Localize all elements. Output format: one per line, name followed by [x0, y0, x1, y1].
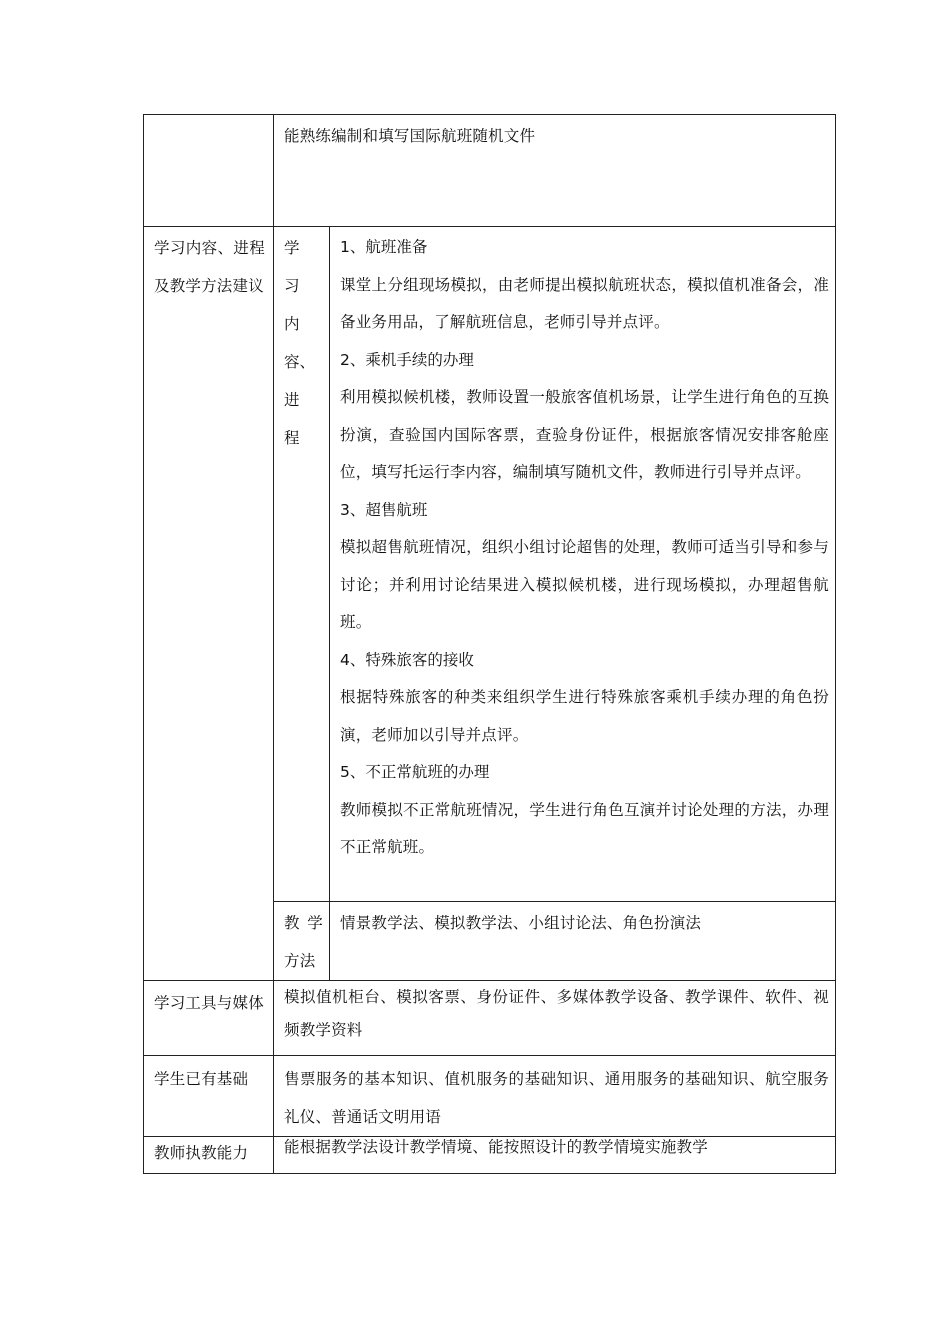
- method-label: 教 学 方法: [284, 914, 323, 970]
- tools-label: 学习工具与媒体: [154, 994, 264, 1012]
- content-label-char: 内: [284, 315, 300, 333]
- section-text: 利用模拟候机楼，教师设置一般旅客值机场景，让学生进行角色的互换扮演，查验国内国际客票，查验身份证件，根据旅客情况安排客舱座位，填写托运行李内容，编制填写随机文件，教师进行引导并点评。: [340, 388, 830, 481]
- objective-row: [144, 115, 836, 227]
- section-text: 教师模拟不正常航班情况，学生进行角色互演并讨论处理的方法，办理不正常航班。: [340, 800, 830, 856]
- learning-label-cell: [144, 227, 274, 981]
- content-label-char: 程: [284, 429, 300, 447]
- teaching-plan-table: [143, 114, 836, 1174]
- content-label-char: 习: [284, 277, 300, 295]
- basis-label: 学生已有基础: [154, 1070, 249, 1088]
- basis-text: 售票服务的基本知识、值机服务的基础知识、通用服务的基础知识、航空服务礼仪、普通话文明用语: [284, 1070, 830, 1126]
- teacher-content-cell: [274, 1137, 836, 1174]
- method-label-cell: [274, 902, 330, 981]
- section-text: 模拟超售航班情况，组织小组讨论超售的处理，教师可适当引导和参与讨论；并利用讨论结果进入模拟候机楼，进行现场模拟，办理超售航班。: [340, 538, 830, 631]
- objective-text: 能熟练编制和填写国际航班随机文件: [284, 127, 536, 145]
- tools-text: 模拟值机柜台、模拟客票、身份证件、多媒体教学设备、教学课件、软件、视频教学资料: [284, 988, 830, 1039]
- basis-row: [144, 1056, 836, 1137]
- objective-content-cell: [274, 115, 836, 227]
- section-title: 3、超售航班: [340, 500, 428, 519]
- section-text: 根据特殊旅客的种类来组织学生进行特殊旅客乘机手续办理的角色扮演，老师加以引导并点评。: [340, 688, 830, 744]
- section-text: 课堂上分组现场模拟，由老师提出模拟航班状态，模拟值机准备会，准备业务用品，了解航班信息，老师引导并点评。: [340, 275, 830, 331]
- learning-content-row: [144, 227, 836, 902]
- teacher-label: 教师执教能力: [154, 1144, 249, 1162]
- method-text: 情景教学法、模拟教学法、小组讨论法、角色扮演法: [340, 914, 702, 932]
- tools-label-cell: [144, 981, 274, 1056]
- section-title: 4、特殊旅客的接收: [340, 650, 474, 669]
- teacher-label-cell: [144, 1137, 274, 1174]
- section-title: 2、乘机手续的办理: [340, 350, 474, 369]
- teacher-row: [144, 1137, 836, 1174]
- method-content-cell: [330, 902, 836, 981]
- tools-content-cell: [274, 981, 836, 1056]
- content-label-char: 进: [284, 391, 300, 409]
- learning-label: 学习内容、进程及教学方法建议: [154, 239, 265, 295]
- basis-label-cell: [144, 1056, 274, 1137]
- teacher-text: 能根据教学法设计教学情境、能按照设计的教学情境实施教学: [284, 1138, 708, 1156]
- basis-content-cell: [274, 1056, 836, 1137]
- section-title: 1、航班准备: [340, 238, 428, 256]
- content-label-char: 容、: [284, 353, 316, 371]
- content-process-cell: [330, 227, 836, 902]
- content-label-char: 学: [284, 239, 300, 257]
- tools-row: [144, 981, 836, 1056]
- section-title: 5、不正常航班的办理: [340, 763, 490, 781]
- content-process-label-cell: [274, 227, 330, 902]
- objective-label-cell: [144, 115, 274, 227]
